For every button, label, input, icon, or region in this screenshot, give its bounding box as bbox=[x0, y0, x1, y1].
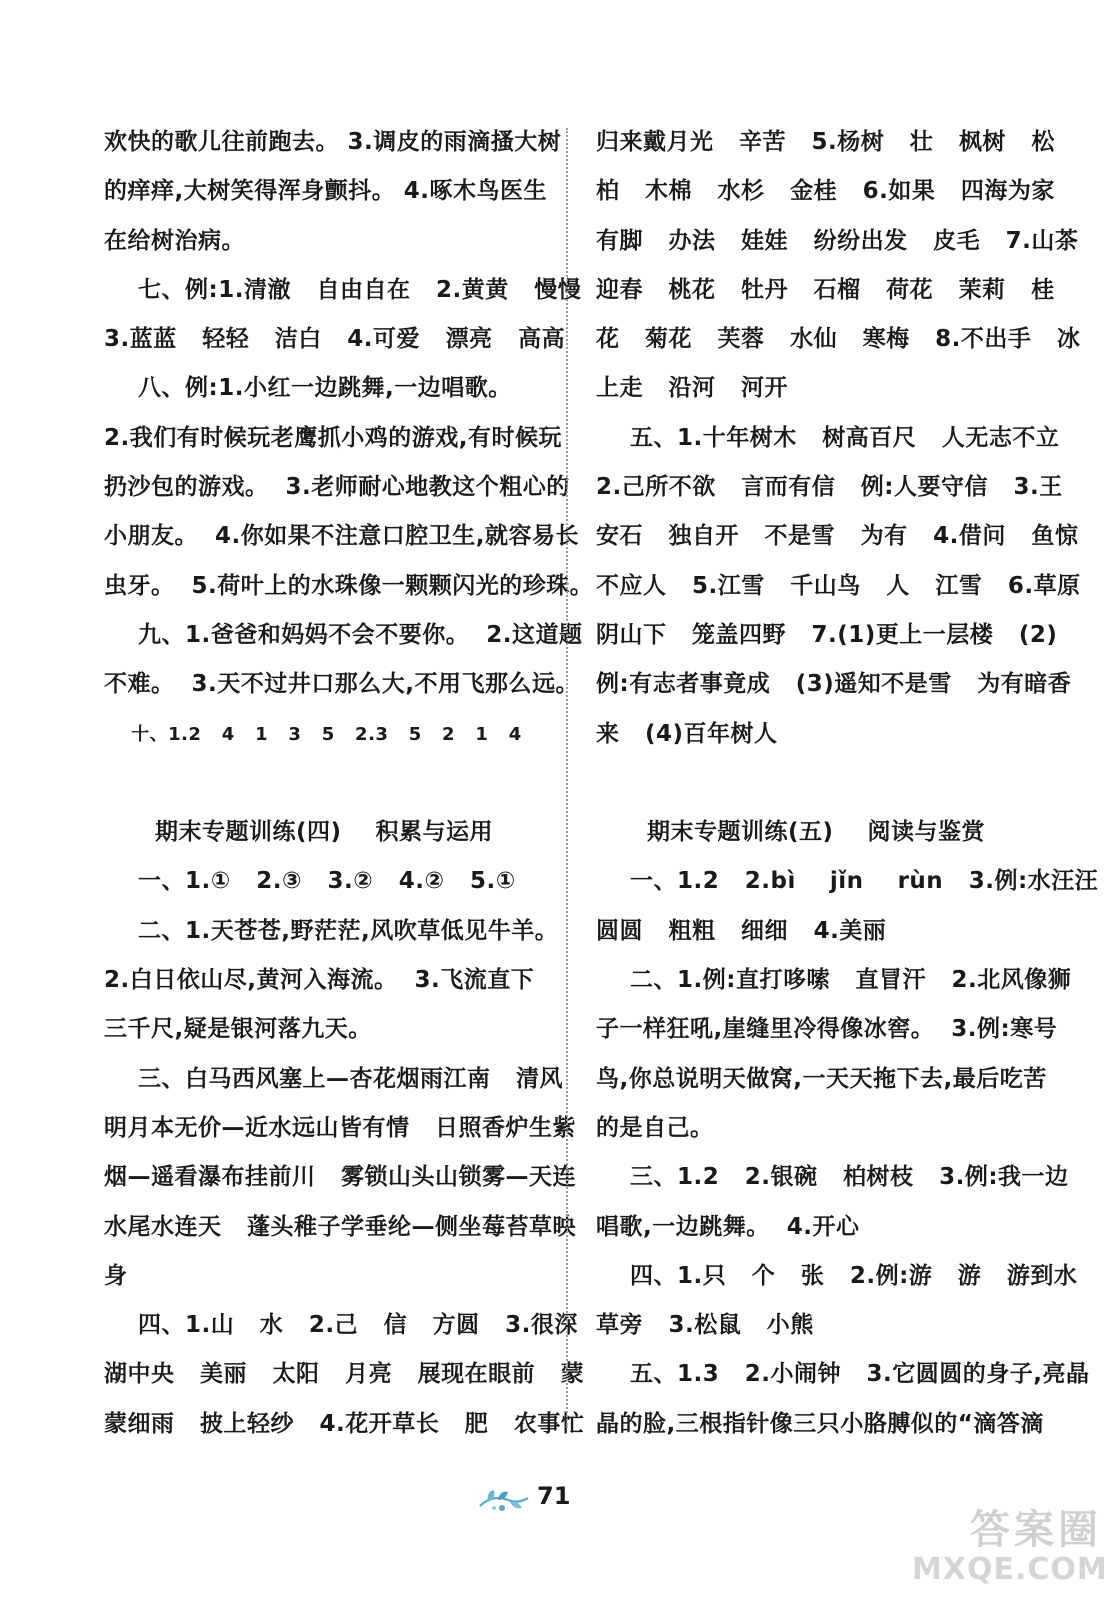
answer-line: 三千尺,疑是银河落九天。 bbox=[104, 1016, 372, 1043]
page-number: 71 bbox=[537, 1482, 571, 1510]
answer-line: 四、1.只 个 张 2.例:游 游 游到水 bbox=[596, 1262, 1078, 1289]
answer-line: 例:有志者事竟成 (3)遥知不是雪 为有暗香 bbox=[596, 671, 1072, 698]
answer-line: 花 菊花 芙蓉 水仙 寒梅 8.不出手 冰 bbox=[596, 326, 1081, 353]
answer-line: 的痒痒,大树笑得浑身颤抖。 4.啄木鸟医生 bbox=[104, 178, 547, 205]
answer-line: 四、1.山 水 2.己 信 方圆 3.很深 bbox=[104, 1312, 578, 1339]
right-column bbox=[596, 118, 1099, 1449]
column-divider bbox=[566, 128, 568, 1428]
answer-line: 在给树治病。 bbox=[104, 227, 245, 254]
answer-line: 七、例:1.清澈 自由自在 2.黄黄 慢慢 bbox=[104, 276, 582, 303]
answer-line: 草旁 3.松鼠 小熊 bbox=[596, 1312, 814, 1339]
answer-line: 欢快的歌儿往前跑去。 3.调皮的雨滴搔大树 bbox=[104, 129, 562, 155]
answer-line: 三、1.2 2.银碗 柏树枝 3.例:我一边 bbox=[596, 1164, 1069, 1191]
answer-line: 水尾水连天 蓬头稚子学垂纶—侧坐莓苔草映 bbox=[104, 1213, 577, 1240]
answer-line: 二、1.例:直打哆嗦 直冒汗 2.北风像狮 bbox=[596, 967, 1072, 994]
answer-line: 二、1.天苍苍,野茫茫,风吹草低见牛羊。 bbox=[104, 917, 559, 944]
answer-line: 一、1.2 2.bì jǐn rùn 3.例:水汪汪 bbox=[596, 868, 1099, 895]
watermark bbox=[912, 1507, 1108, 1594]
answer-line: 五、1.十年树木 树高百尺 人无志不立 bbox=[596, 424, 1060, 451]
answer-line: 蒙细雨 披上轻纱 4.花开草长 肥 农事忙 bbox=[104, 1410, 585, 1437]
answer-line: 湖中央 美丽 太阳 月亮 展现在眼前 蒙 bbox=[104, 1361, 585, 1388]
answer-line: 不应人 5.江雪 千山鸟 人 江雪 6.草原 bbox=[596, 572, 1081, 599]
answer-line: 九、1.爸爸和妈妈不会不要你。 2.这道题 bbox=[104, 621, 583, 648]
answer-line: 八、例:1.小红一边跳舞,一边唱歌。 bbox=[104, 375, 512, 402]
section-heading: 期末专题训练(四) 积累与运用 bbox=[154, 819, 494, 846]
answer-line: 归来戴月光 辛苦 5.杨树 壮 枫树 松 bbox=[596, 129, 1055, 155]
answer-line: 五、1.3 2.小闹钟 3.它圆圆的身子,亮晶 bbox=[596, 1361, 1090, 1388]
answer-line: 晶的脸,三根指针像三只小胳膊似的“滴答滴 bbox=[596, 1410, 1044, 1437]
answer-line: 明月本无价—近水远山皆有情 日照香炉生紫 bbox=[104, 1114, 577, 1141]
answer-line: 来 (4)百年树人 bbox=[596, 720, 778, 747]
answer-line: 扔沙包的游戏。 3.老师耐心地教这个粗心的 bbox=[104, 474, 570, 501]
answer-line: 虫牙。 5.荷叶上的水珠像一颗颗闪光的珍珠。 bbox=[104, 572, 594, 599]
answer-line: 小朋友。 4.你如果不注意口腔卫生,就容易长 bbox=[104, 523, 579, 550]
answer-line: 不难。 3.天不过井口那么大,不用飞那么远。 bbox=[104, 671, 579, 698]
answer-line: 安石 独自开 不是雪 为有 4.借问 鱼惊 bbox=[596, 523, 1079, 550]
spacer bbox=[104, 759, 544, 808]
answer-line: 柏 木棉 水杉 金桂 6.如果 四海为家 bbox=[596, 178, 1055, 205]
answer-line: 十、1.2 4 1 3 5 2.3 5 2 1 4 bbox=[104, 723, 522, 745]
spacer bbox=[596, 759, 1036, 808]
answer-line: 三、白马西风塞上—杏花烟雨江南 清风 bbox=[104, 1065, 564, 1092]
answer-line: 阴山下 笼盖四野 7.(1)更上一层楼 (2) bbox=[596, 621, 1058, 648]
answer-line: 2.白日依山尽,黄河入海流。 3.飞流直下 bbox=[104, 967, 535, 994]
answer-line: 的是自己。 bbox=[596, 1114, 714, 1141]
answer-line: 烟—遥看瀑布挂前川 雾锁山头山锁雾—天连 bbox=[104, 1164, 577, 1191]
answer-line: 2.我们有时候玩老鹰抓小鸡的游戏,有时候玩 bbox=[104, 424, 562, 451]
watermark-url: MXQE.COM bbox=[912, 1552, 1108, 1587]
answer-line: 有脚 办法 娃娃 纷纷出发 皮毛 7.山茶 bbox=[596, 227, 1079, 254]
answer-line: 一、1.① 2.③ 3.② 4.② 5.① bbox=[104, 868, 516, 895]
left-column bbox=[104, 118, 594, 1449]
section-heading: 期末专题训练(五) 阅读与鉴赏 bbox=[646, 819, 986, 846]
answer-line: 身 bbox=[104, 1262, 128, 1289]
watermark-logo: 答案圈 bbox=[970, 1507, 1102, 1553]
answer-line: 2.己所不欲 言而有信 例:人要守信 3.王 bbox=[596, 474, 1063, 501]
answer-line: 迎春 桃花 牡丹 石榴 荷花 茉莉 桂 bbox=[596, 276, 1055, 303]
answer-line: 圆圆 粗粗 细细 4.美丽 bbox=[596, 917, 887, 944]
answer-line: 子一样狂吼,崖缝里冷得像冰窖。 3.例:寒号 bbox=[596, 1016, 1058, 1043]
answer-line: 3.蓝蓝 轻轻 洁白 4.可爱 漂亮 高高 bbox=[104, 326, 566, 353]
answer-line: 上走 沿河 河开 bbox=[596, 375, 789, 402]
answer-line: 鸟,你总说明天做窝,一天天拖下去,最后吃苦 bbox=[596, 1065, 1047, 1092]
leaf-flower-icon bbox=[478, 1486, 530, 1518]
answer-line: 唱歌,一边跳舞。 4.开心 bbox=[596, 1213, 860, 1240]
